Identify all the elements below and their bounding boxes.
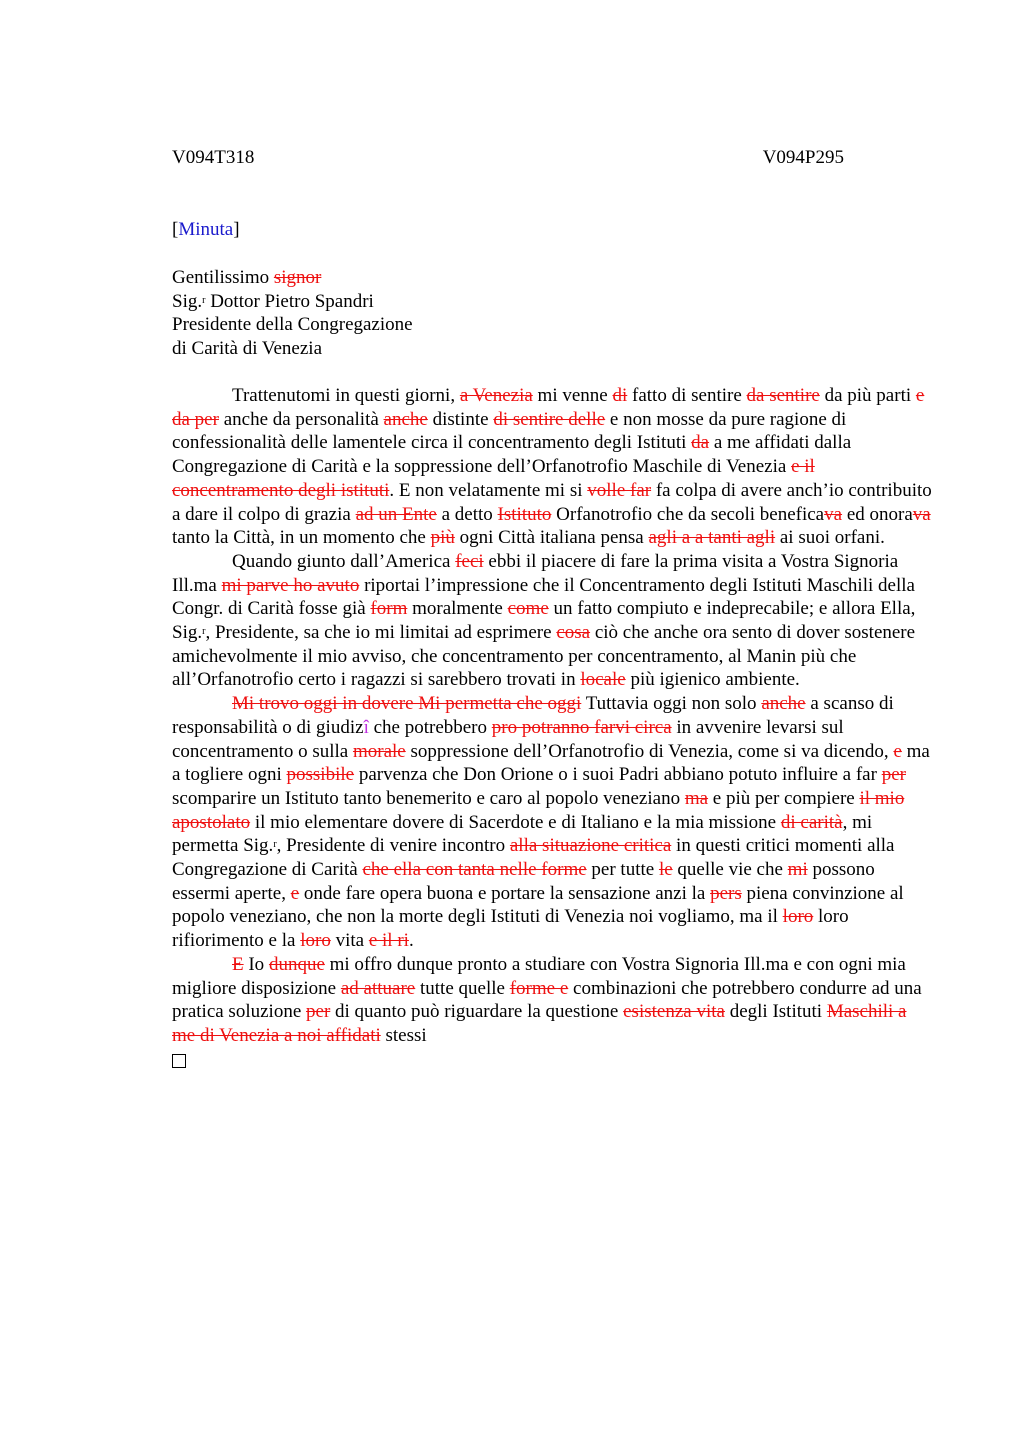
text-segment: , Presidente di venire incontro <box>276 835 510 857</box>
text-segment: soppressione dell’Orfanotrofio di Venezia, come si va dicendo, <box>405 740 894 762</box>
deleted-text: pro potranno farvi circa <box>491 716 672 738</box>
deleted-text: possibile <box>286 764 355 786</box>
text-segment: e più per compiere <box>708 787 860 809</box>
deleted-text: form <box>370 598 408 620</box>
deleted-text: che ella con tanta nelle forme <box>362 859 587 881</box>
deleted-text: morale <box>352 740 406 762</box>
text-segment: fatto di sentire <box>627 385 747 406</box>
paragraph-2 <box>172 550 932 692</box>
deleted-text: locale <box>580 669 626 691</box>
deleted-text: dunque <box>268 953 325 975</box>
deleted-text: forme e <box>509 977 569 999</box>
deleted-text: e <box>290 882 300 904</box>
text-segment: ai suoi orfani. <box>775 527 885 549</box>
text-segment: moralmente <box>407 598 508 620</box>
text-segment: riportai l’impressione che il Concentramento degli Istituti Maschili della Congr. di Carità fosse già <box>172 574 915 620</box>
deleted-text: feci <box>455 550 484 572</box>
draft-label <box>172 219 240 241</box>
text-segment: ciò che anche ora sento di dover sostenere amichevolmente il mio avviso, che concentramento per concentramento, al Manin più che all’Orfanotrofio certo i ragazzi si sarebbero trovati in <box>172 622 916 691</box>
deleted-text: esistenza vita <box>623 1001 725 1023</box>
text-segment: di quanto può riguardare la questione <box>330 1001 624 1023</box>
deleted-text: E <box>232 953 244 975</box>
text-segment: distinte <box>427 408 494 430</box>
addressee-title: Presidente della Congregazione <box>172 314 413 336</box>
text-segment: loro rifiorimento e la <box>172 906 849 952</box>
deleted-text: le <box>658 859 673 881</box>
deleted-text: e il concentramento degli istituti <box>172 456 815 501</box>
bracket-open: [ <box>172 219 179 240</box>
text-segment: in questi critici momenti alla Congregazione di Carità <box>172 835 895 881</box>
text-segment: scomparire un Istituto tanto benemerito e caro al popolo veneziano <box>172 787 685 809</box>
text-segment: Dottor Pietro Spandri <box>205 290 374 312</box>
inserted-text: î <box>363 716 369 738</box>
deleted-text: va <box>824 503 843 525</box>
text-segment: quelle vie che <box>672 859 788 881</box>
text-segment: Sig. <box>172 290 203 312</box>
text-segment: anche da personalità <box>218 408 384 430</box>
deleted-text: a Venezia <box>459 385 533 406</box>
text-segment: Io <box>243 953 269 975</box>
end-of-text-marker <box>172 1048 932 1075</box>
deleted-text: di sentire delle <box>493 408 606 430</box>
deleted-text: e il ri <box>368 930 409 952</box>
text-segment: mi venne <box>532 385 613 406</box>
text-segment: mi offro dunque pronto a studiare con Vostra Signoria Ill.ma e con ogni mia migliore disposizione <box>172 953 906 999</box>
deleted-text: di <box>612 385 628 406</box>
text-segment: Orfanotrofio che da secoli benefica <box>551 503 825 525</box>
text-segment: stessi <box>380 1024 427 1046</box>
text-segment: , mi permetta Sig. <box>172 811 873 857</box>
empty-box-icon <box>172 1054 186 1068</box>
text-segment: più igienico ambiente. <box>625 669 800 691</box>
deleted-text: per <box>881 764 906 786</box>
text-segment: onde fare opera buona e portare la sensazione anzi la <box>299 882 711 904</box>
text-segment: da più parti <box>819 385 916 406</box>
text-segment: ed onora <box>842 503 913 525</box>
text-segment: Gentilissimo <box>172 267 270 288</box>
text-segment: parvenza che Don Orione o i suoi Padri abbiano potuto influire a far <box>354 764 882 786</box>
deleted-text: da sentire <box>746 385 820 406</box>
addressee-name <box>172 290 413 314</box>
text-segment: un fatto compiuto e indeprecabile; e allora Ella, Sig. <box>172 598 916 644</box>
text-segment: degli Istituti <box>724 1001 827 1023</box>
text-segment: a detto <box>436 503 498 525</box>
deleted-text: anche <box>761 693 806 715</box>
deleted-text: per <box>306 1001 331 1023</box>
text-segment: il mio elementare dovere di Sacerdote e di Italiano e la mia missione <box>250 811 781 833</box>
deleted-text: Istituto <box>497 503 552 525</box>
text-segment: fa colpa di avere anch’io contribuito a dare il colpo di grazia <box>172 479 932 525</box>
text-segment: in avvenire levarsi sul concentramento o sulla <box>172 716 844 762</box>
deleted-text: signor <box>273 267 322 288</box>
text-segment: Trattenutomi in questi giorni, <box>232 385 460 406</box>
text-segment: e non mosse da pure ragione di confessionalità delle lamentele circa il concentramento degli Istituti <box>172 408 847 454</box>
text-segment: piena convinzione al popolo veneziano, che non la morte degli Istituti di Venezia noi vogliamo, ma il <box>172 882 904 928</box>
deleted-text: ad attuare <box>340 977 416 999</box>
paragraph-3 <box>172 692 932 953</box>
text-segment: tanto la Città, in un momento che <box>172 527 431 549</box>
deleted-text: pers <box>710 882 742 904</box>
deleted-text: Mi trovo oggi in dovere Mi permetta che oggi <box>232 693 582 715</box>
text-segment: per tutte <box>586 859 659 881</box>
text-segment: . <box>408 930 414 952</box>
deleted-text: Maschili a me di Venezia a noi affidati <box>172 1001 907 1046</box>
deleted-text: mi <box>787 859 808 881</box>
text-segment: ebbi il piacere di fare la prima visita a Vostra Signoria Ill.ma <box>172 550 899 596</box>
paragraph-4 <box>172 953 932 1048</box>
text-segment: . E non velatamente mi si <box>389 479 588 501</box>
text-segment: tutte quelle <box>415 977 510 999</box>
text-segment: ma a togliere ogni <box>172 740 930 786</box>
deleted-text: agli a a tanti agli <box>648 527 776 549</box>
deleted-text: anche <box>383 408 428 430</box>
deleted-text: da <box>691 432 710 454</box>
deleted-text: di carità <box>780 811 843 833</box>
text-segment: che potrebbero <box>368 716 492 738</box>
text-segment: a me affidati dalla Congregazione di Carità e la soppressione dell’Orfanotrofio Maschile di Venezia <box>172 432 852 478</box>
text-segment: Tuttavia oggi non solo <box>581 693 762 715</box>
addressee-block <box>172 266 413 361</box>
text-segment: r <box>273 839 277 851</box>
deleted-text: più <box>430 527 455 549</box>
deleted-text: ma <box>684 787 709 809</box>
draft-label-text: Minuta <box>178 219 234 240</box>
text-segment: vita <box>330 930 369 952</box>
deleted-text: cosa <box>556 622 591 644</box>
addressee-org: di Carità di Venezia <box>172 338 323 360</box>
deleted-text: come <box>507 598 549 620</box>
deleted-text: e <box>893 740 902 762</box>
letter-body <box>172 384 932 1074</box>
paragraph-1 <box>172 384 932 550</box>
text-segment: r <box>202 626 206 638</box>
deleted-text: loro <box>300 930 331 952</box>
deleted-text: ad un Ente <box>355 503 437 525</box>
text-segment: a scanso di responsabilità o di giudiz <box>172 693 894 738</box>
text-segment: r <box>202 294 206 306</box>
text-segment: , Presidente, sa che io mi limitai ad esprimere <box>205 622 557 644</box>
salutation-line <box>172 266 413 290</box>
deleted-text: volle far <box>587 479 652 501</box>
bracket-close: ] <box>233 219 240 240</box>
text-segment: ogni Città italiana pensa <box>454 527 649 549</box>
text-segment: combinazioni che potrebbero condurre ad una pratica soluzione <box>172 977 922 1023</box>
deleted-text: alla situazione critica <box>509 835 672 857</box>
text-segment: possono essermi aperte, <box>172 859 875 904</box>
deleted-text: va <box>912 503 931 525</box>
deleted-text: loro <box>782 906 814 928</box>
deleted-text: il mio apostolato <box>172 787 905 833</box>
code-right: V094P295 <box>762 147 844 168</box>
deleted-text: mi parve ho avuto <box>221 574 360 596</box>
code-left: V094T318 <box>172 147 255 168</box>
deleted-text: e da per <box>172 385 925 430</box>
text-segment: Quando giunto dall’America <box>232 550 456 572</box>
